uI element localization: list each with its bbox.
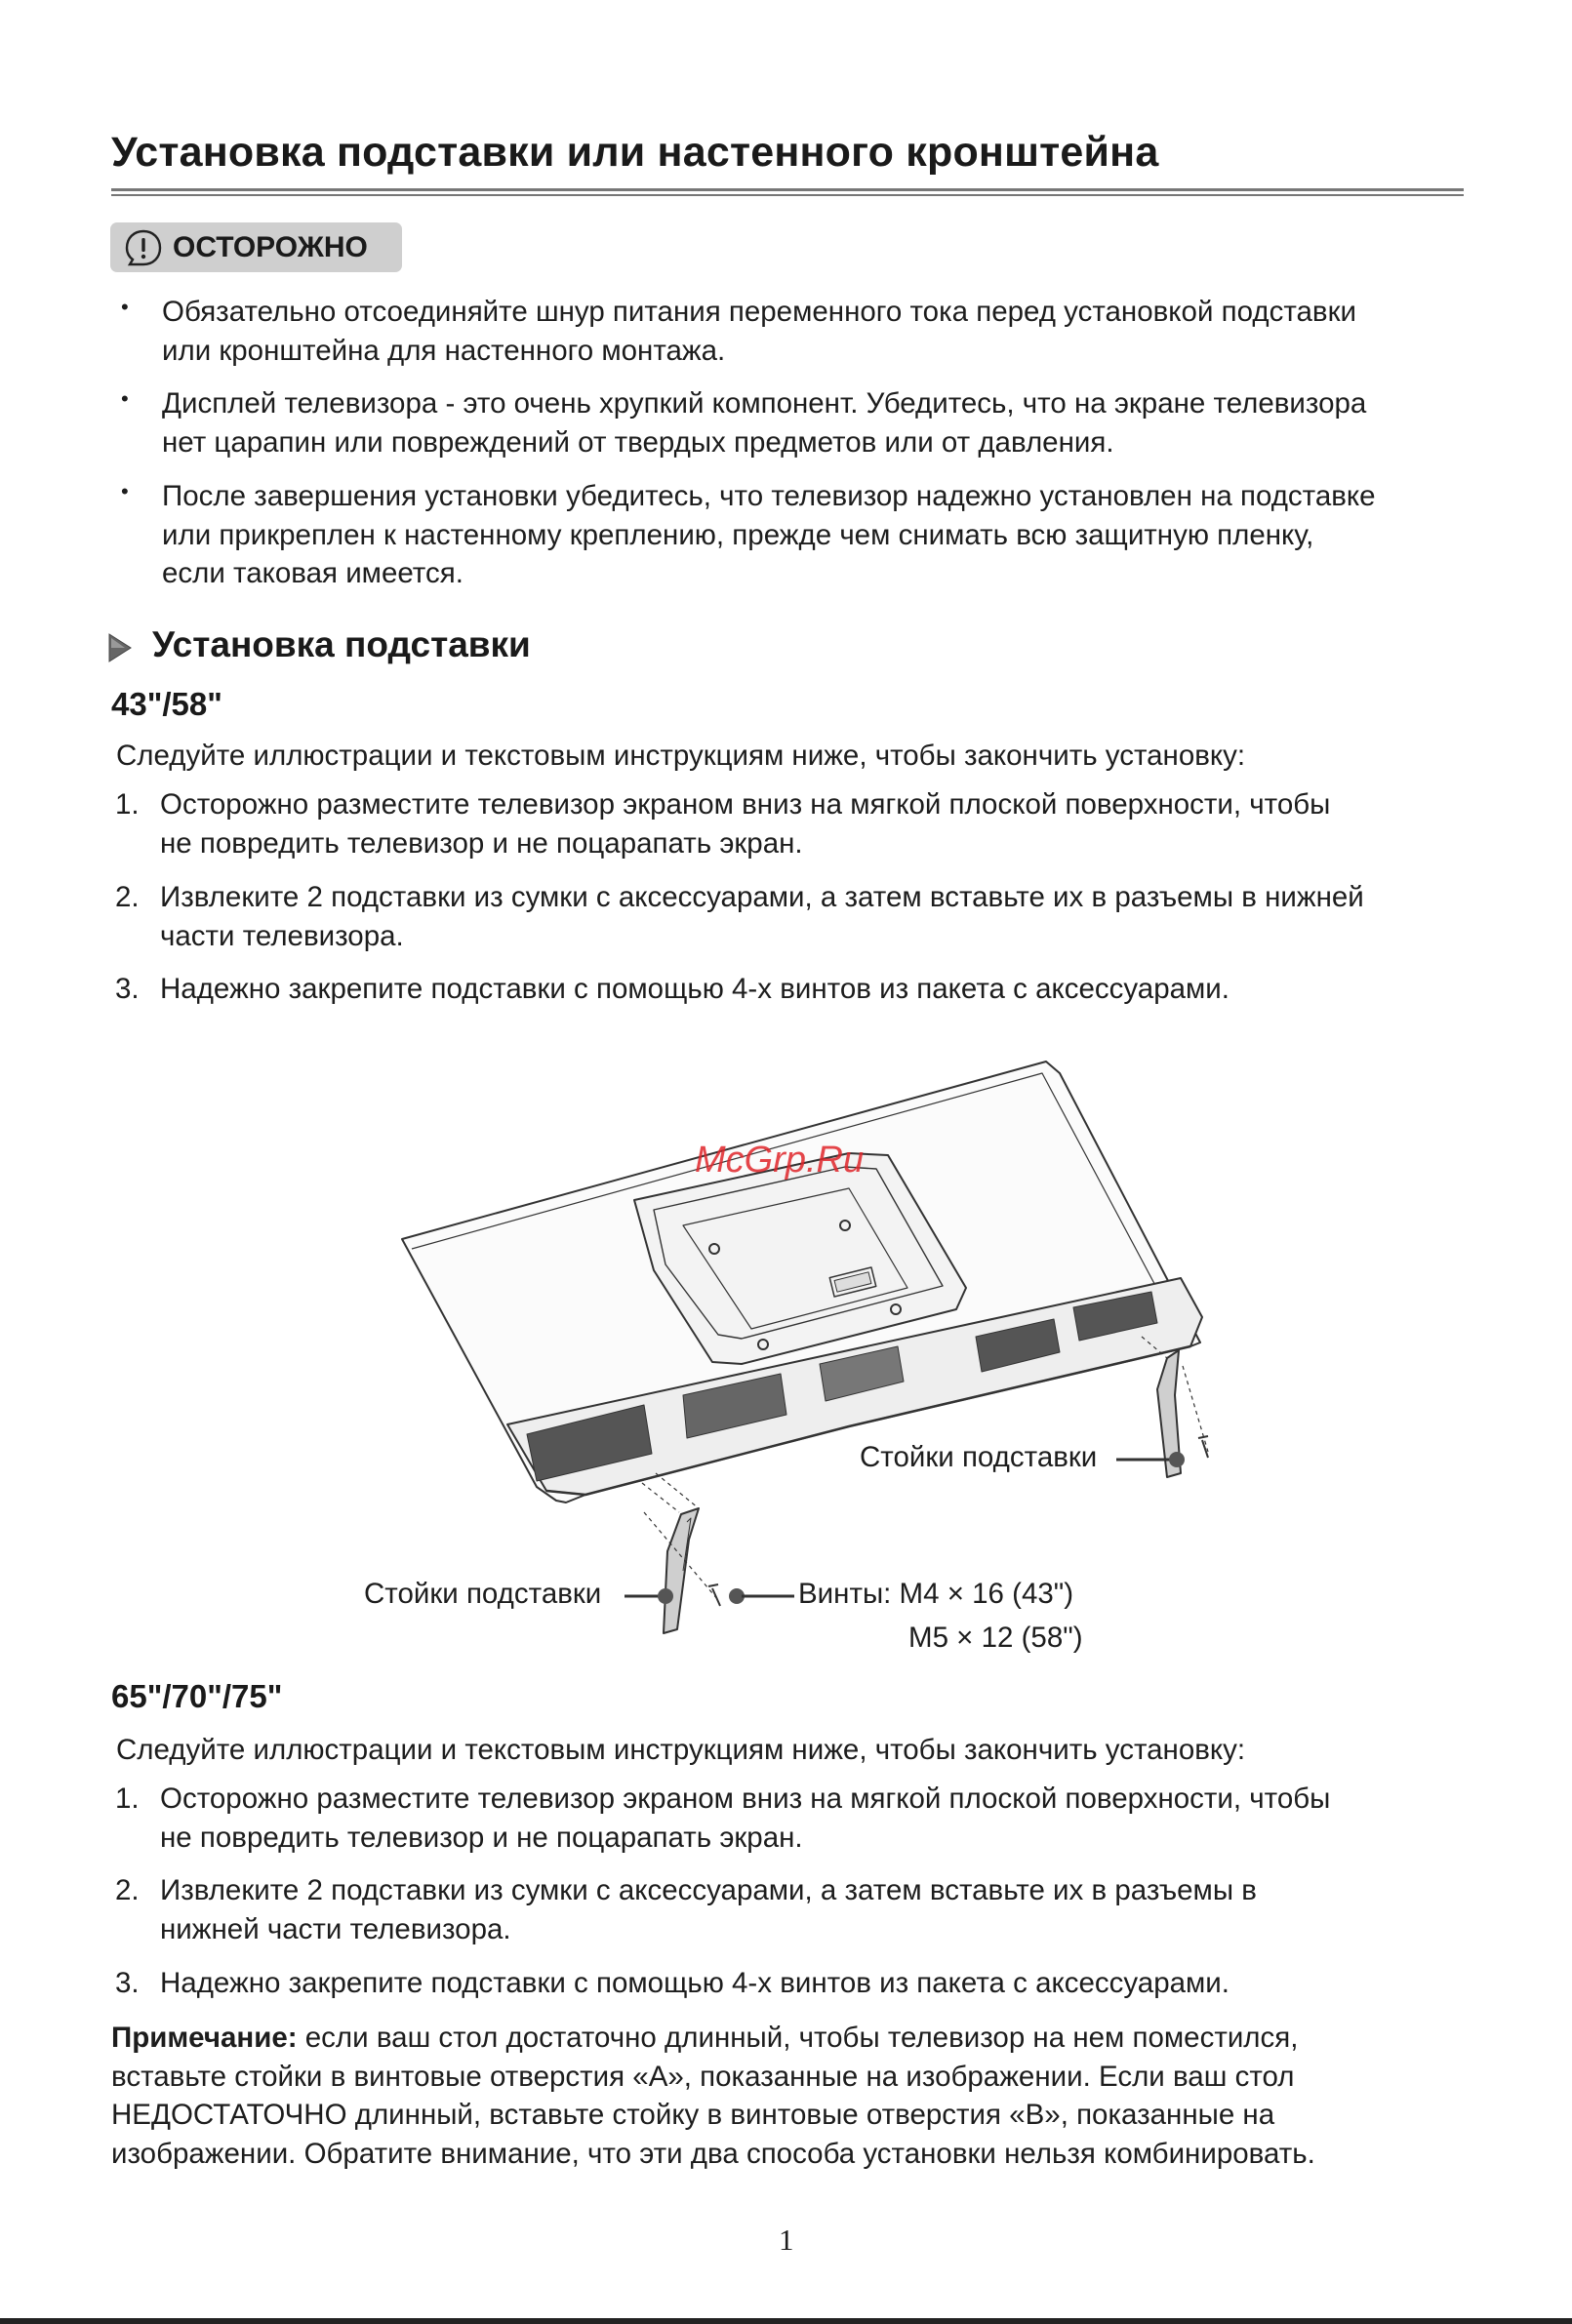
step-text: Надежно закрепите подставки с помощью 4-х винтов из пакета с аксессуарами. [160,973,1229,1005]
title-rule-top [111,188,1464,191]
caution-icon [124,228,163,267]
step-number: 1. [115,1783,140,1815]
step-number: 2. [115,1874,140,1906]
step-text: Извлеките 2 подставки из сумки с аксессуарами, а затем вставьте их в разъемы в нижней части телевизора. [160,1874,1257,1945]
step-text: Осторожно разместите телевизор экраном вниз на мягкой плоской поверхности, чтобы не повредить телевизор и не поцарапать экран. [160,1783,1331,1854]
bullet-glyph: • [121,386,129,411]
step-number: 2. [115,881,140,913]
label-screws-2: M5 × 12 (58") [908,1622,1083,1654]
step-number: 3. [115,1967,140,1999]
leader-line-screws [722,1583,800,1612]
bullet-glyph: • [121,295,129,319]
model-a-intro: Следуйте иллюстрации и текстовым инструкциям ниже, чтобы закончить установку: [116,740,1246,772]
caution-item: Обязательно отсоединяйте шнур питания переменного тока перед установкой подставки или кронштейна для настенного монтажа. [162,296,1356,367]
page-title: Установка подставки или настенного кронштейна [111,129,1159,176]
label-stand-right: Стойки подставки [860,1441,1098,1473]
leader-line-left [621,1583,679,1612]
step-text: Извлеките 2 подставки из сумки с аксессуарами, а затем вставьте их в разъемы в нижней части телевизора. [160,881,1364,952]
caution-badge [110,222,402,272]
step-text: Надежно закрепите подставки с помощью 4-х винтов из пакета с аксессуарами. [160,1967,1229,1999]
bullet-glyph: • [121,479,129,503]
caution-label: ОСТОРОЖНО [173,230,368,263]
triangle-right-icon [107,632,133,663]
leader-line-right [1112,1446,1200,1475]
note-paragraph: Примечание: если ваш стол достаточно длинный, чтобы телевизор на нем поместился, вставьте стойки в винтовые отверстия «A», показанные на изображении. Если ваш стол НЕДОСТАТОЧНО длинный, вставьте стойку в винтовые отверстия «B», показанные на изображении. Обратите внимание, что эти два способа установки нельзя комбинировать. [111,2022,1315,2170]
step-text: Осторожно разместите телевизор экраном вниз на мягкой плоской поверхности, чтобы не повредить телевизор и не поцарапать экран. [160,788,1331,860]
caution-item: Дисплей телевизора - это очень хрупкий компонент. Убедитесь, что на экране телевизора нет царапин или повреждений от твердых предметов или от давления. [162,387,1367,459]
model-b-heading: 65"/70"/75" [111,1678,283,1714]
step-number: 1. [115,788,140,821]
page-bottom-border [0,2318,1572,2324]
label-stand-left: Стойки подставки [364,1578,602,1610]
model-a-heading: 43"/58" [111,686,222,722]
note-label: Примечание: [111,2022,298,2054]
page-number: 1 [779,2223,794,2257]
label-screws-1: Винты: M4 × 16 (43") [798,1578,1074,1610]
watermark: McGrp.Ru [695,1140,865,1181]
model-b-intro: Следуйте иллюстрации и текстовым инструкциям ниже, чтобы закончить установку: [116,1734,1246,1766]
step-number: 3. [115,973,140,1005]
title-rule-bottom [111,194,1464,196]
caution-item: После завершения установки убедитесь, что телевизор надежно установлен на подставке или прикреплен к настенному креплению, прежде чем снимать всю защитную пленку, если таковая имеется. [162,480,1376,589]
section-title: Установка подставки [152,624,531,664]
